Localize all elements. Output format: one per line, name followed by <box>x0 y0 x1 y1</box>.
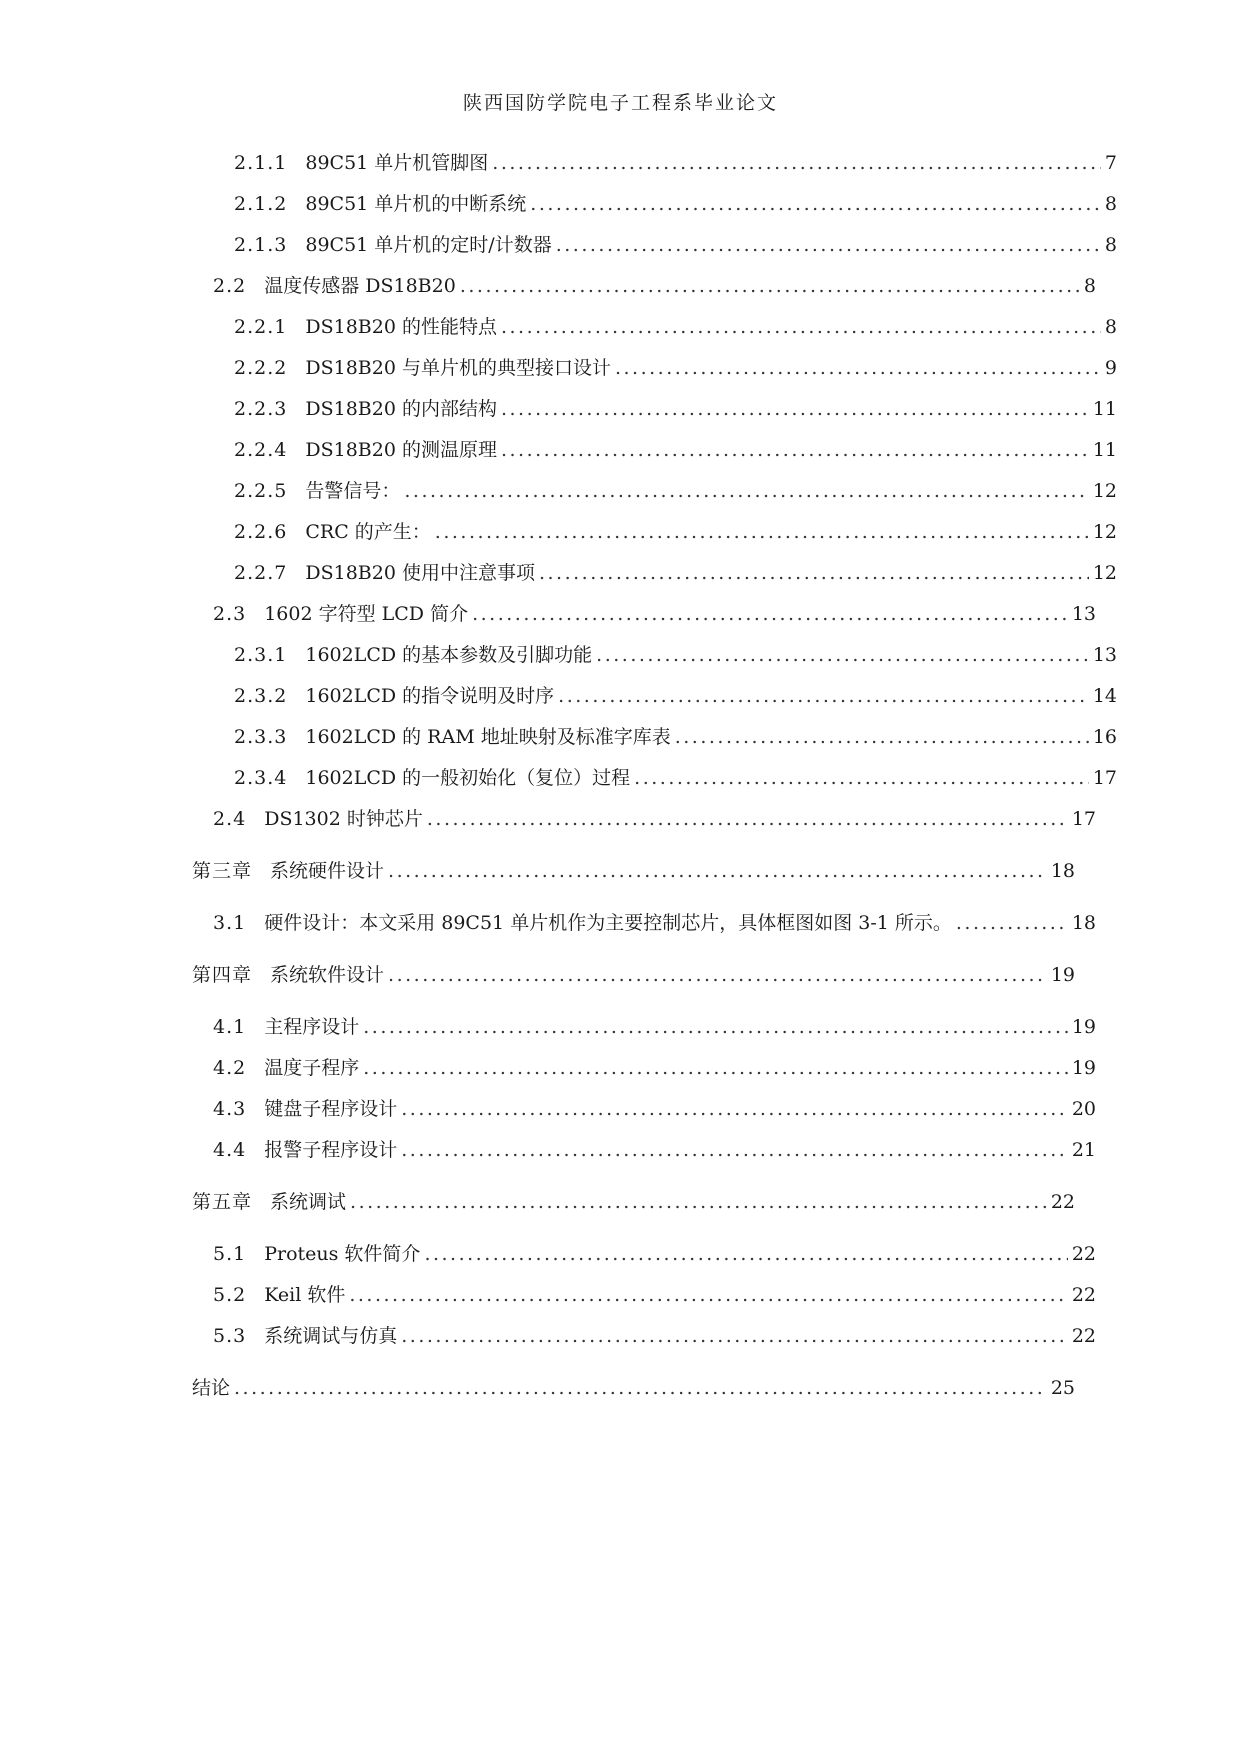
toc-number: 2.1.1 <box>234 152 288 174</box>
toc-entry[interactable] <box>192 1137 1096 1163</box>
toc-page-number: 19 <box>1050 964 1075 986</box>
toc-page-number: 7 <box>1104 152 1117 174</box>
toc-title: 键盘子程序设计 <box>264 1098 398 1120</box>
toc-page-number: 12 <box>1092 480 1117 502</box>
toc-page-number: 16 <box>1092 726 1117 748</box>
toc-entry[interactable] <box>192 601 1096 627</box>
toc-page-number: 11 <box>1092 439 1117 461</box>
toc-leader <box>363 1014 1068 1040</box>
toc-number: 5.1 <box>213 1243 247 1265</box>
toc-page-number: 19 <box>1071 1016 1096 1038</box>
toc-title: Keil 软件 <box>264 1284 346 1306</box>
toc-page-number: 17 <box>1071 808 1096 830</box>
toc-number: 2.1.2 <box>234 193 288 215</box>
toc-number: 2.2.4 <box>234 439 288 461</box>
toc-page-number: 9 <box>1104 357 1117 379</box>
toc-leader <box>388 962 1047 988</box>
toc-number: 2.3.2 <box>234 685 288 707</box>
toc-leader <box>634 765 1089 791</box>
toc-number: 第五章 <box>192 1191 253 1213</box>
toc-number: 2.3.3 <box>234 726 288 748</box>
toc-entry[interactable] <box>192 314 1117 340</box>
toc-leader <box>401 1137 1068 1163</box>
toc-leader <box>401 1323 1068 1349</box>
toc-title: 1602LCD 的基本参数及引脚功能 <box>305 644 593 666</box>
toc-title: 结论 <box>192 1377 231 1399</box>
toc-chapter-entry[interactable] <box>192 1375 1075 1401</box>
toc-number: 2.3 <box>213 603 247 625</box>
toc-number: 5.2 <box>213 1284 247 1306</box>
toc-number: 5.3 <box>213 1325 247 1347</box>
toc-page-number: 8 <box>1104 316 1117 338</box>
toc-number: 2.2.5 <box>234 480 288 502</box>
toc-page-number: 20 <box>1071 1098 1096 1120</box>
toc-leader <box>404 478 1088 504</box>
toc-leader <box>492 150 1101 176</box>
toc-title: 系统调试与仿真 <box>264 1325 398 1347</box>
toc-leader <box>556 232 1101 258</box>
toc-entry[interactable] <box>192 519 1117 545</box>
toc-entry[interactable] <box>192 642 1117 668</box>
toc-leader <box>501 314 1101 340</box>
toc-title: DS1302 时钟芯片 <box>264 808 423 830</box>
toc-leader <box>435 519 1089 545</box>
toc-leader <box>349 1282 1067 1308</box>
toc-entry[interactable] <box>192 1241 1096 1267</box>
toc-entry[interactable] <box>192 1014 1096 1040</box>
toc-page-number: 8 <box>1083 275 1096 297</box>
toc-number: 2.2.1 <box>234 316 288 338</box>
toc-page-number: 8 <box>1104 234 1117 256</box>
toc-title: DS18B20 与单片机的典型接口设计 <box>305 357 611 379</box>
toc-title: 温度传感器 DS18B20 <box>264 275 456 297</box>
toc-number: 2.1.3 <box>234 234 288 256</box>
toc-entry[interactable] <box>192 191 1117 217</box>
toc-number: 2.2.7 <box>234 562 288 584</box>
toc-leader <box>539 560 1089 586</box>
toc-number: 2.2.6 <box>234 521 288 543</box>
toc-leader <box>596 642 1089 668</box>
toc-leader <box>615 355 1101 381</box>
toc-leader <box>401 1096 1068 1122</box>
toc-page-number: 14 <box>1092 685 1117 707</box>
toc-leader <box>460 273 1080 299</box>
toc-page-number: 17 <box>1092 767 1117 789</box>
toc-leader <box>388 858 1047 884</box>
toc-leader <box>427 806 1068 832</box>
toc-page-number: 13 <box>1071 603 1096 625</box>
page-header: 陕西国防学院电子工程系毕业论文 <box>462 92 778 114</box>
toc-title: 主程序设计 <box>264 1016 360 1038</box>
toc-number: 第三章 <box>192 860 253 882</box>
toc-number: 2.2 <box>213 275 247 297</box>
toc-entry[interactable] <box>192 1055 1096 1081</box>
toc-title: 1602 字符型 LCD 简介 <box>264 603 469 625</box>
toc-title: DS18B20 的性能特点 <box>305 316 497 338</box>
toc-title: 1602LCD 的一般初始化（复位）过程 <box>305 767 631 789</box>
toc-page-number: 13 <box>1092 644 1117 666</box>
toc-entry[interactable] <box>192 232 1117 258</box>
toc-title: 1602LCD 的 RAM 地址映射及标准字库表 <box>305 726 671 748</box>
toc-page-number: 21 <box>1071 1139 1096 1161</box>
toc-entry[interactable] <box>192 1096 1096 1122</box>
toc-number: 2.3.1 <box>234 644 288 666</box>
toc-entry[interactable] <box>192 560 1117 586</box>
toc-leader <box>424 1241 1067 1267</box>
toc-number: 4.2 <box>213 1057 247 1079</box>
toc-title: CRC 的产生： <box>305 521 431 543</box>
toc-page-number: 22 <box>1071 1325 1096 1347</box>
toc-leader <box>472 601 1068 627</box>
toc-title: 硬件设计：本文采用 89C51 单片机作为主要控制芯片，具体框图如图 3-1 所示。 <box>264 912 952 934</box>
toc-title: Proteus 软件简介 <box>264 1243 421 1265</box>
toc-title: 报警子程序设计 <box>264 1139 398 1161</box>
toc-number: 2.2.2 <box>234 357 288 379</box>
toc-number: 2.4 <box>213 808 247 830</box>
toc-number: 4.1 <box>213 1016 247 1038</box>
toc-leader <box>530 191 1101 217</box>
toc-number: 3.1 <box>213 912 247 934</box>
toc-page-number: 18 <box>1050 860 1075 882</box>
toc-entry[interactable] <box>192 765 1117 791</box>
toc-page-number: 22 <box>1071 1243 1096 1265</box>
toc-page-number: 22 <box>1050 1191 1075 1213</box>
toc-title: 89C51 单片机管脚图 <box>305 152 489 174</box>
toc-leader <box>234 1375 1047 1401</box>
toc-chapter-entry[interactable] <box>192 1189 1075 1215</box>
toc-page-number: 11 <box>1092 398 1117 420</box>
toc-leader <box>956 910 1068 936</box>
toc-title: 告警信号： <box>305 480 401 502</box>
toc-title: 温度子程序 <box>264 1057 360 1079</box>
toc-leader <box>501 396 1089 422</box>
toc-number: 4.3 <box>213 1098 247 1120</box>
toc-entry[interactable] <box>192 683 1117 709</box>
toc-number: 2.3.4 <box>234 767 288 789</box>
toc-page-number: 22 <box>1071 1284 1096 1306</box>
toc-entry[interactable] <box>192 478 1117 504</box>
toc-entry[interactable] <box>192 910 1096 936</box>
toc-entry[interactable] <box>192 724 1117 750</box>
toc-page-number: 12 <box>1092 562 1117 584</box>
toc-leader <box>501 437 1089 463</box>
toc-title: 系统调试 <box>270 1191 347 1213</box>
toc-title: 系统软件设计 <box>270 964 385 986</box>
toc-title: 1602LCD 的指令说明及时序 <box>305 685 555 707</box>
toc-title: 89C51 单片机的中断系统 <box>305 193 527 215</box>
toc-chapter-entry[interactable] <box>192 962 1075 988</box>
toc-page-number: 25 <box>1050 1377 1075 1399</box>
toc-leader <box>363 1055 1068 1081</box>
toc-title: DS18B20 的内部结构 <box>305 398 497 420</box>
toc-entry[interactable] <box>192 273 1096 299</box>
toc-number: 2.2.3 <box>234 398 288 420</box>
toc-entry[interactable] <box>192 437 1117 463</box>
toc-page-number: 12 <box>1092 521 1117 543</box>
toc-leader <box>350 1189 1047 1215</box>
toc-page-number: 18 <box>1071 912 1096 934</box>
toc-title: 系统硬件设计 <box>270 860 385 882</box>
toc-page-number: 8 <box>1104 193 1117 215</box>
toc-leader <box>675 724 1089 750</box>
toc-entry[interactable] <box>192 150 1117 176</box>
toc-entry[interactable] <box>192 396 1117 422</box>
toc-entry[interactable] <box>192 1282 1096 1308</box>
toc-entry[interactable] <box>192 806 1096 832</box>
toc-title: 89C51 单片机的定时/计数器 <box>305 234 552 256</box>
toc-chapter-entry[interactable] <box>192 858 1075 884</box>
toc-number: 4.4 <box>213 1139 247 1161</box>
toc-page-number: 19 <box>1071 1057 1096 1079</box>
toc-title: DS18B20 的测温原理 <box>305 439 497 461</box>
toc-entry[interactable] <box>192 1323 1096 1349</box>
toc-number: 第四章 <box>192 964 253 986</box>
toc-leader <box>558 683 1089 709</box>
toc-entry[interactable] <box>192 355 1117 381</box>
toc-title: DS18B20 使用中注意事项 <box>305 562 535 584</box>
table-of-contents <box>192 0 1117 1754</box>
